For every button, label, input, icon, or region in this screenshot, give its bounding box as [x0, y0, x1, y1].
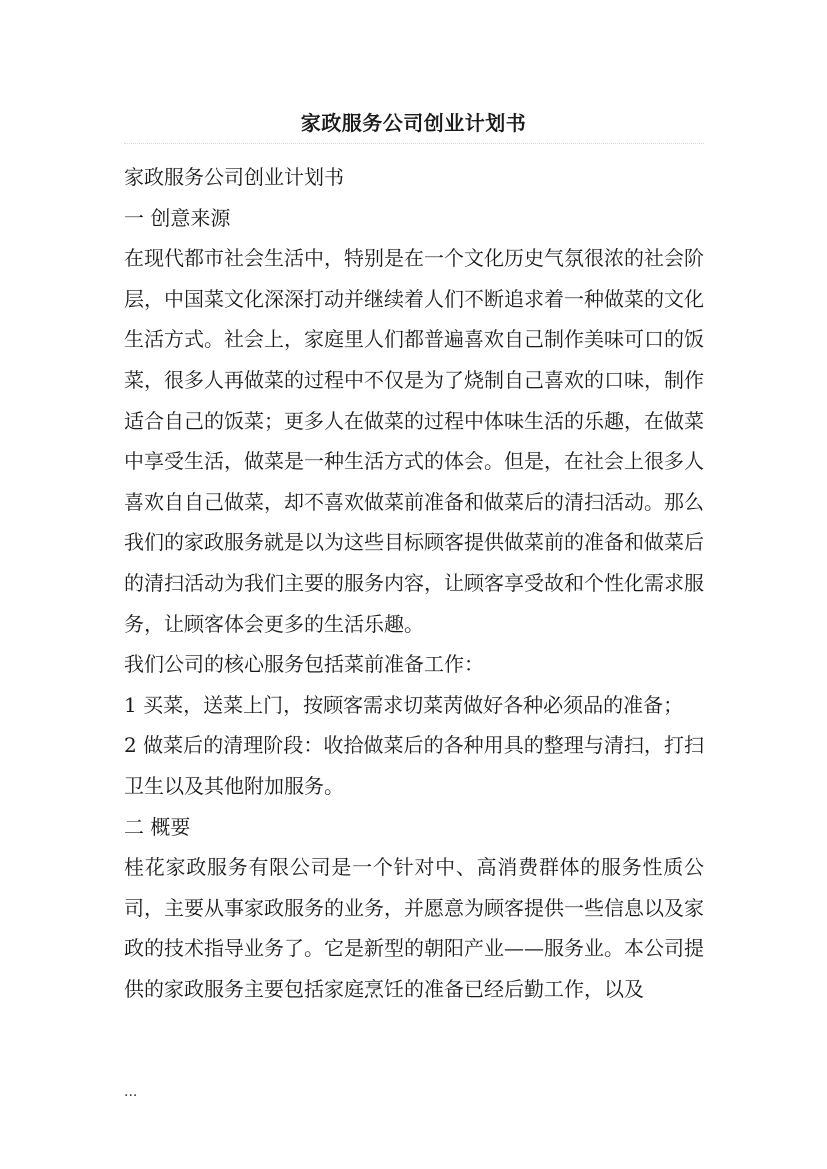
document-title: 家政服务公司创业计划书 [300, 111, 527, 135]
list-item-service-1: 1 买菜，送菜上门，按顾客需求切菜苪做好各种必须品的准备； [124, 692, 684, 717]
continuation-ellipsis: ... [124, 1084, 138, 1100]
title-divider [124, 143, 704, 144]
paragraph-origin: 在现代都市社会生活中，特别是在一个文化历史气氛很浓的社会阶层，中国菜文化深深打动并继续着人们不断追求着一种做菜的文化生活方式。社会上，家庭里人们都普遍喜欢自己制作美味可口的饭菜，很多人再做菜的过程中不仅是为了烧制自己喜欢的口味，制作适合自己的饭菜；更多人在做菜的过程中体味生活的乐趣，在做菜中享受生活，做菜是一种生活方式的体会。但是，在社会上很多人喜欢自自己做菜，却不喜欢做菜前准备和做菜后的清扫活动。那么我们的家政服务就是以为这些目标顾客提供做菜前的准备和做菜后的清扫活动为我们主要的服务内容，让顾客享受故和个性化需求服务，让顾客体会更多的生活乐趣。 [124, 246, 704, 636]
section-heading-overview: 二 概要 [124, 814, 191, 839]
list-item-service-2: 2 做菜后的清理阶段：收拾做菜后的各种用具的整理与清扫，打扫卫生以及其他附加服务。 [124, 733, 704, 798]
document-body [124, 157, 704, 1009]
section-heading-origin: 一 创意来源 [124, 205, 231, 230]
paragraph-core-services: 我们公司的核心服务包括菜前准备工作： [124, 652, 484, 677]
paragraph-overview: 桂花家政服务有限公司是一个针对中、高消费群体的服务性质公司，主要从事家政服务的业务，并愿意为顾客提供一些信息以及家政的技术指导业务了。它是新型的朝阳产业——服务业。本公司提供的家政服务主要包括家庭烹饪的准备已经后勤工作，以及 [124, 855, 704, 1001]
body-heading: 家政服务公司创业计划书 [124, 165, 344, 189]
